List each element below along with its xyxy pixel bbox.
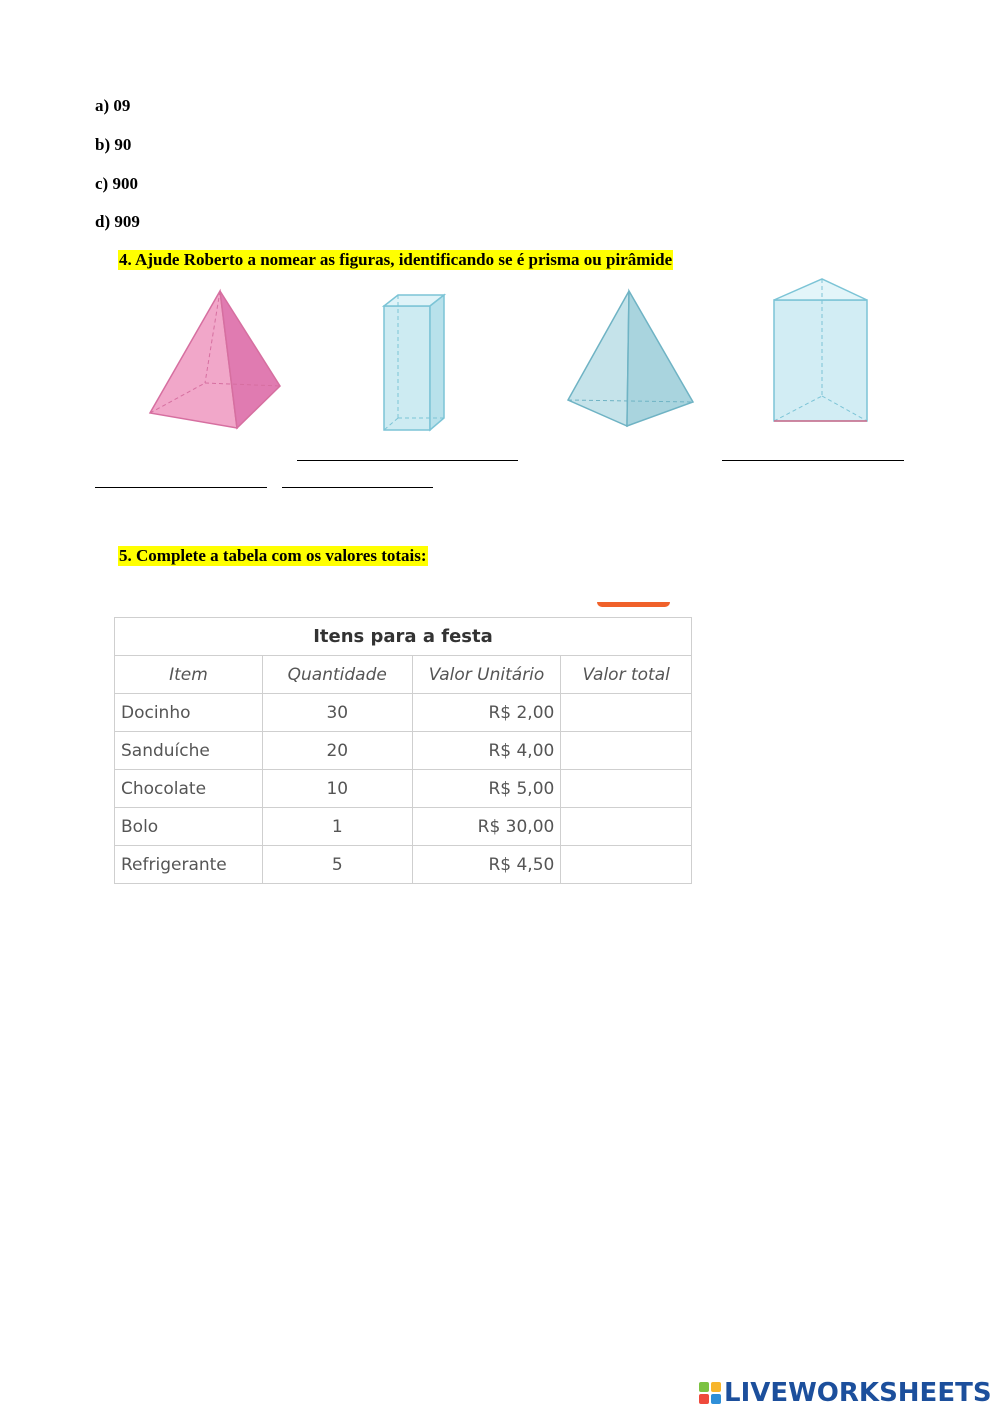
table-row <box>115 808 692 846</box>
cell-quantidade: 30 <box>262 694 412 732</box>
table-row <box>115 694 692 732</box>
decorative-mark <box>597 602 670 607</box>
triangular-prism-icon <box>770 276 874 426</box>
option-d: d) 909 <box>95 212 140 231</box>
answer-blank-2[interactable] <box>297 460 518 461</box>
option-b: b) 90 <box>95 135 132 154</box>
question-4: 4. Ajude Roberto a nomear as figuras, identificando se é prisma ou pirâmide <box>119 250 673 269</box>
items-table <box>114 617 692 884</box>
col-header-valor-unitario: Valor Unitário <box>412 656 561 694</box>
cell-quantidade: 20 <box>262 732 412 770</box>
answer-blank-3[interactable] <box>282 487 433 488</box>
cell-valor-unitario: R$ 2,00 <box>412 694 561 732</box>
cell-valor-total[interactable] <box>561 770 692 808</box>
logo-mark-icon <box>699 1382 721 1404</box>
col-header-quantidade: Quantidade <box>262 656 412 694</box>
col-header-item: Item <box>115 656 263 694</box>
cell-item: Docinho <box>115 694 263 732</box>
cell-valor-total[interactable] <box>561 732 692 770</box>
answer-blank-4[interactable] <box>722 460 904 461</box>
option-c: c) 900 <box>95 174 138 193</box>
cell-valor-unitario: R$ 5,00 <box>412 770 561 808</box>
cell-quantidade: 5 <box>262 846 412 884</box>
triangular-pyramid-icon <box>565 288 697 430</box>
cell-quantidade: 1 <box>262 808 412 846</box>
rectangular-prism-icon <box>380 292 450 435</box>
option-a: a) 09 <box>95 96 131 115</box>
cell-valor-unitario: R$ 4,00 <box>412 732 561 770</box>
question-5: 5. Complete a tabela com os valores totais: <box>119 546 427 565</box>
cell-valor-total[interactable] <box>561 808 692 846</box>
answer-blank-1[interactable] <box>95 487 267 488</box>
cell-valor-unitario: R$ 4,50 <box>412 846 561 884</box>
cell-item: Sanduíche <box>115 732 263 770</box>
cell-valor-total[interactable] <box>561 846 692 884</box>
table-row <box>115 770 692 808</box>
square-pyramid-icon <box>145 288 285 433</box>
cell-valor-unitario: R$ 30,00 <box>412 808 561 846</box>
cell-quantidade: 10 <box>262 770 412 808</box>
cell-item: Refrigerante <box>115 846 263 884</box>
table-row <box>115 846 692 884</box>
table-row <box>115 732 692 770</box>
liveworksheets-logo <box>699 1377 992 1409</box>
cell-valor-total[interactable] <box>561 694 692 732</box>
col-header-valor-total: Valor total <box>561 656 692 694</box>
cell-item: Chocolate <box>115 770 263 808</box>
cell-item: Bolo <box>115 808 263 846</box>
table-title: Itens para a festa <box>115 618 692 656</box>
table-header-row <box>115 656 692 694</box>
logo-text: LIVEWORKSHEETS <box>724 1378 992 1408</box>
